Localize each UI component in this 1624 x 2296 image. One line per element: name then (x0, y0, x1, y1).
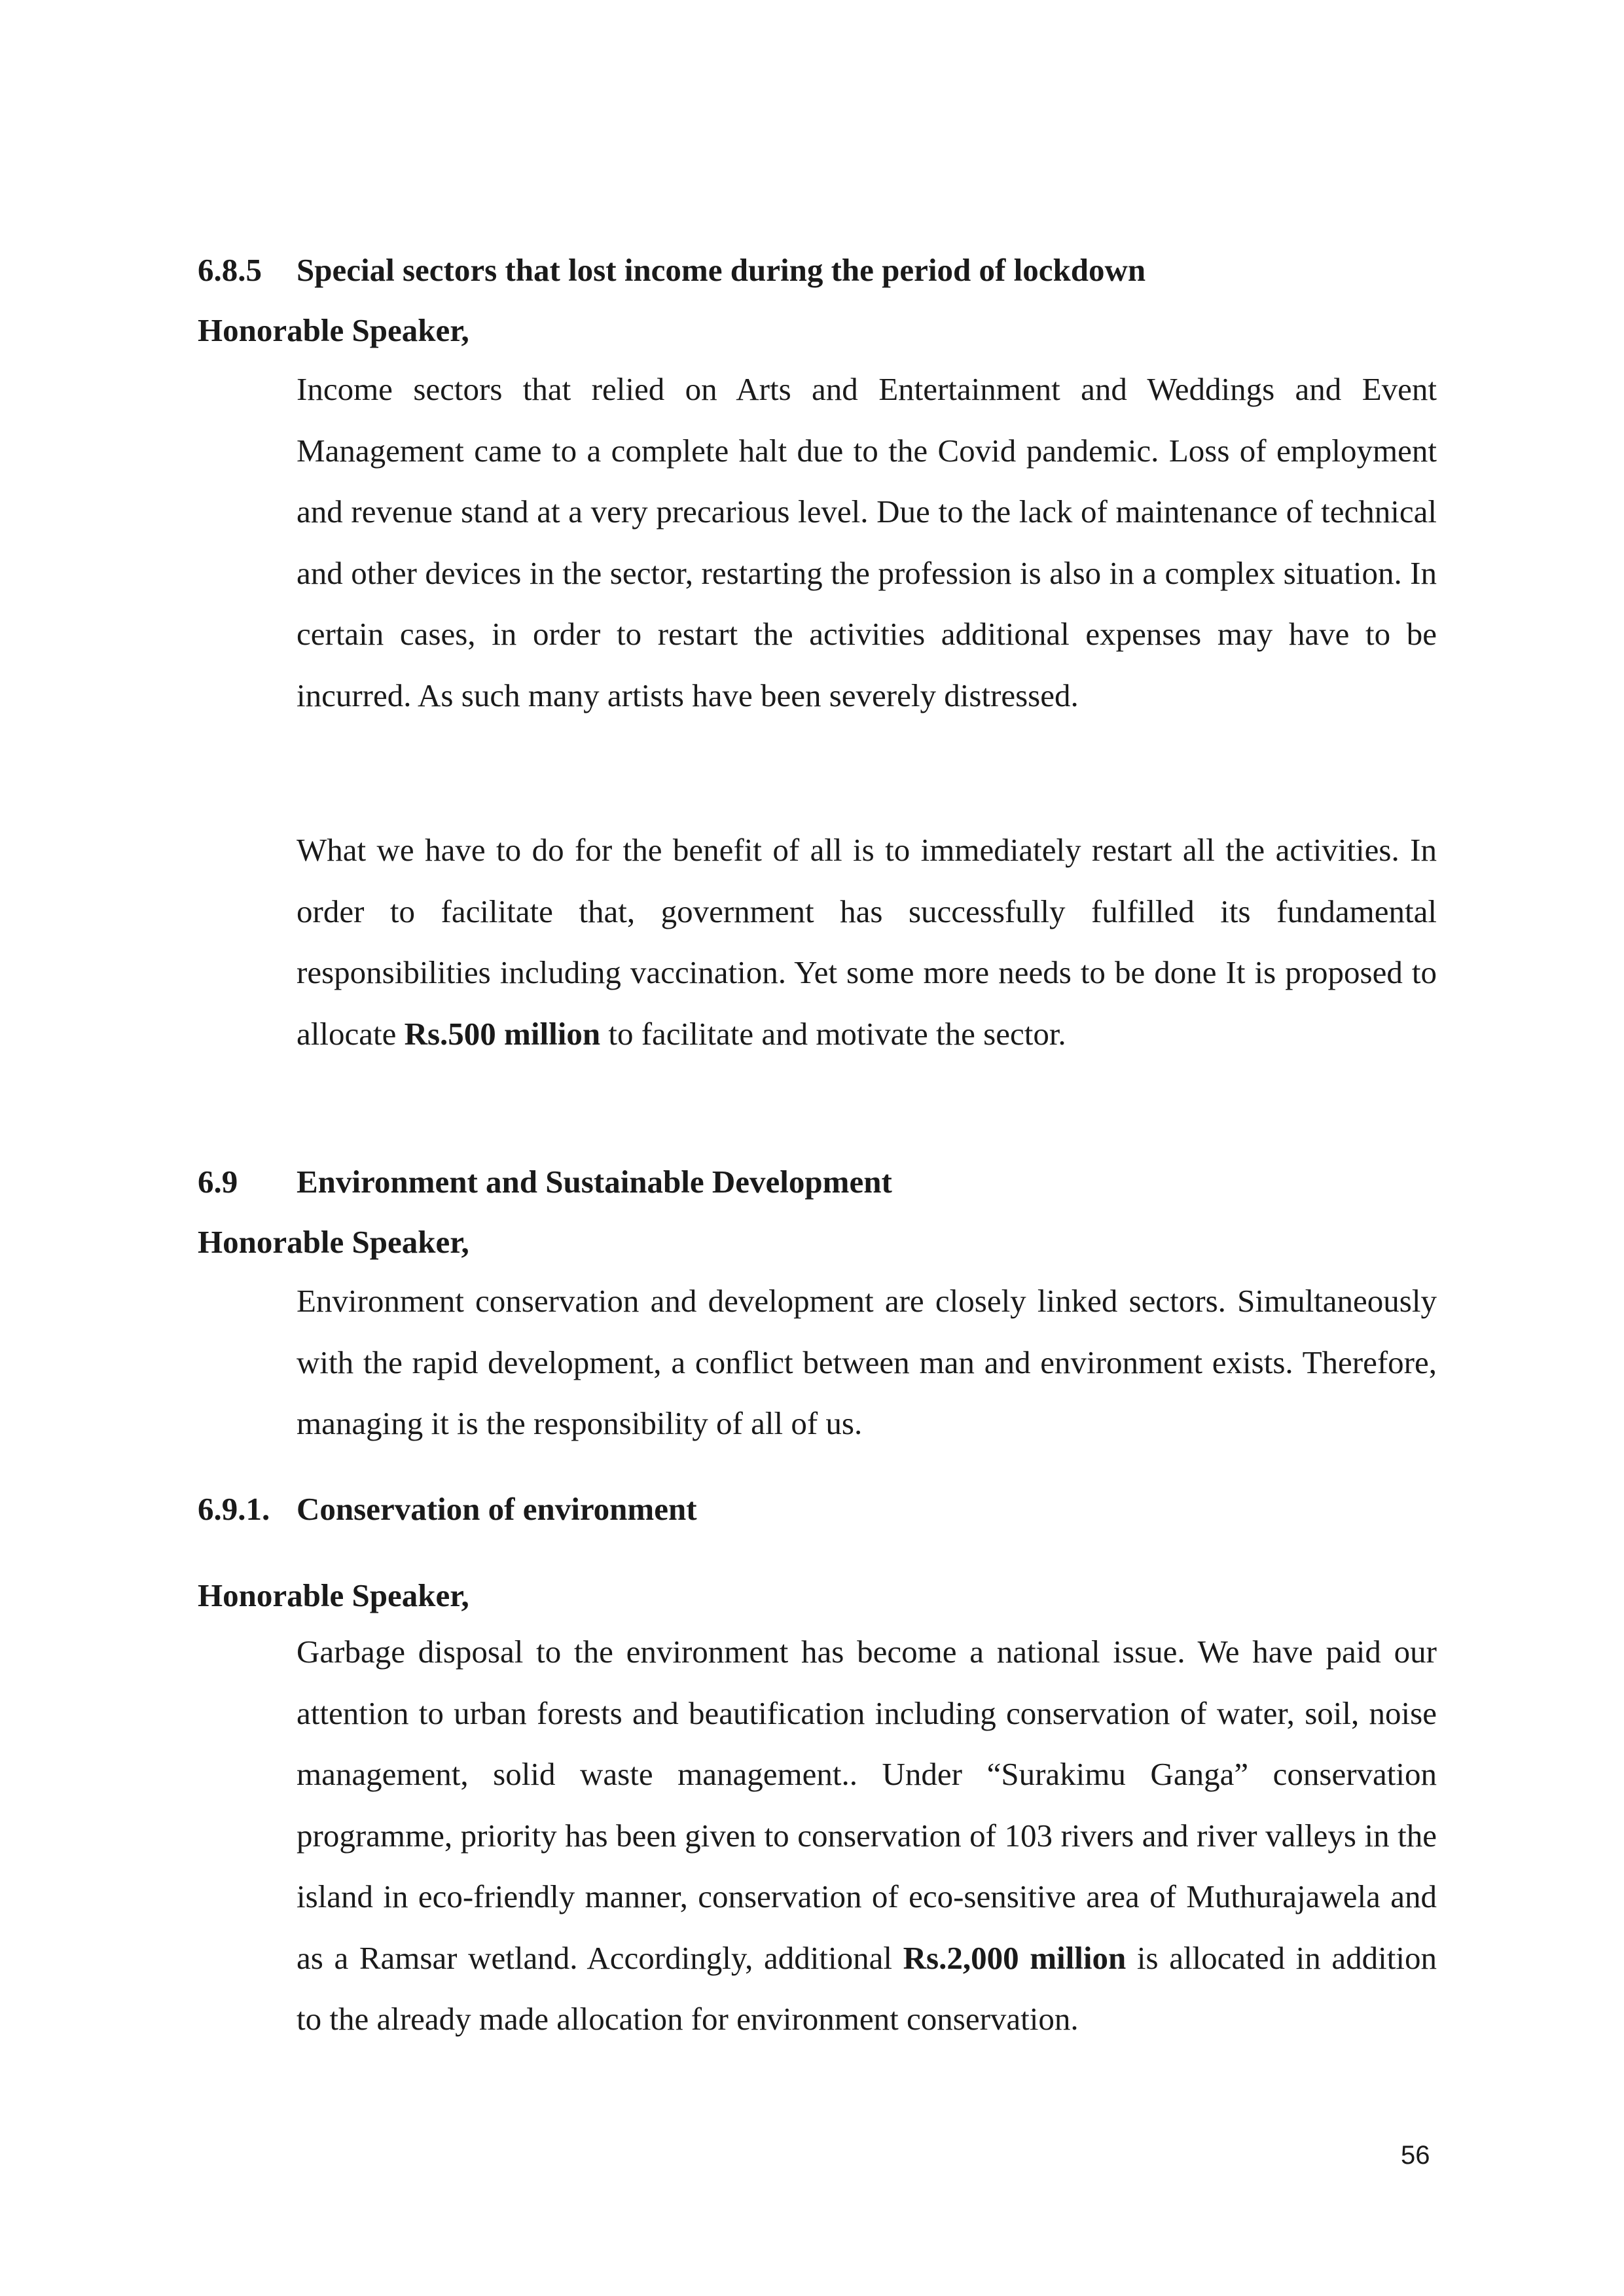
paragraph: Environment conservation and development are closely linked sectors. Simultaneously with the rapid development, a conflict between man and environment exists. Therefore, managing it is the responsibility of all of us. (297, 1283, 1437, 1441)
section-number: 6.9.1. (198, 1491, 270, 1527)
allocation-amount: Rs.500 million (404, 1015, 601, 1052)
paragraph-text: Garbage disposal to the environment has become a national issue. We have paid our attention to urban forests and beautification including conservation of water, soil, noise management, solid waste management.. Under “Surakimu Ganga” conservation programme, priority has been given to conservation of 103 rivers and river valleys in the island in eco-friendly manner, conservation of eco-sensitive area of Muthurajawela and as a Ramsar wetland. Accordingly, additional (297, 1634, 1437, 1976)
section-title: Special sectors that lost income during the period of lockdown (297, 252, 1146, 288)
paragraph-text: to facilitate and motivate the sector. (600, 1015, 1066, 1052)
section-title: Conservation of environment (297, 1491, 697, 1527)
section-number: 6.9 (198, 1164, 238, 1200)
paragraph-text: What we have to do for the benefit of all is to immediately restart all the activities. In order to facilitate that, government has successfully fulfilled its fundamental responsibilities including vaccination. Yet some more needs to be done It is proposed to allocate (297, 832, 1437, 1052)
speaker-salutation: Honorable Speaker, (198, 1224, 469, 1260)
section-number: 6.8.5 (198, 252, 262, 288)
section-heading-6-9-1 (198, 1490, 697, 1529)
section-title: Environment and Sustainable Development (297, 1164, 892, 1200)
paragraph (297, 1621, 1437, 2050)
section-heading-6-9 (198, 1162, 892, 1202)
speaker-salutation: Honorable Speaker, (198, 1577, 469, 1613)
allocation-amount: Rs.2,000 million (903, 1939, 1127, 1976)
paragraph (297, 819, 1437, 1064)
page-number: 56 (1401, 2141, 1430, 2170)
speaker-salutation: Honorable Speaker, (198, 312, 469, 348)
paragraph-text: is allocated in addition to the already made allocation for environment conservation. (297, 1939, 1437, 2037)
section-heading-6-8-5 (198, 251, 1146, 290)
paragraph: Income sectors that relied on Arts and Entertainment and Weddings and Event Management came to a complete halt due to the Covid pandemic. Loss of employment and revenue stand at a very precarious level. Due to the lack of maintenance of technical and other devices in the sector, restarting the profession is also in a complex situation. In certain cases, in order to restart the activities additional expenses may have to be incurred. As such many artists have been severely distressed. (297, 371, 1437, 713)
